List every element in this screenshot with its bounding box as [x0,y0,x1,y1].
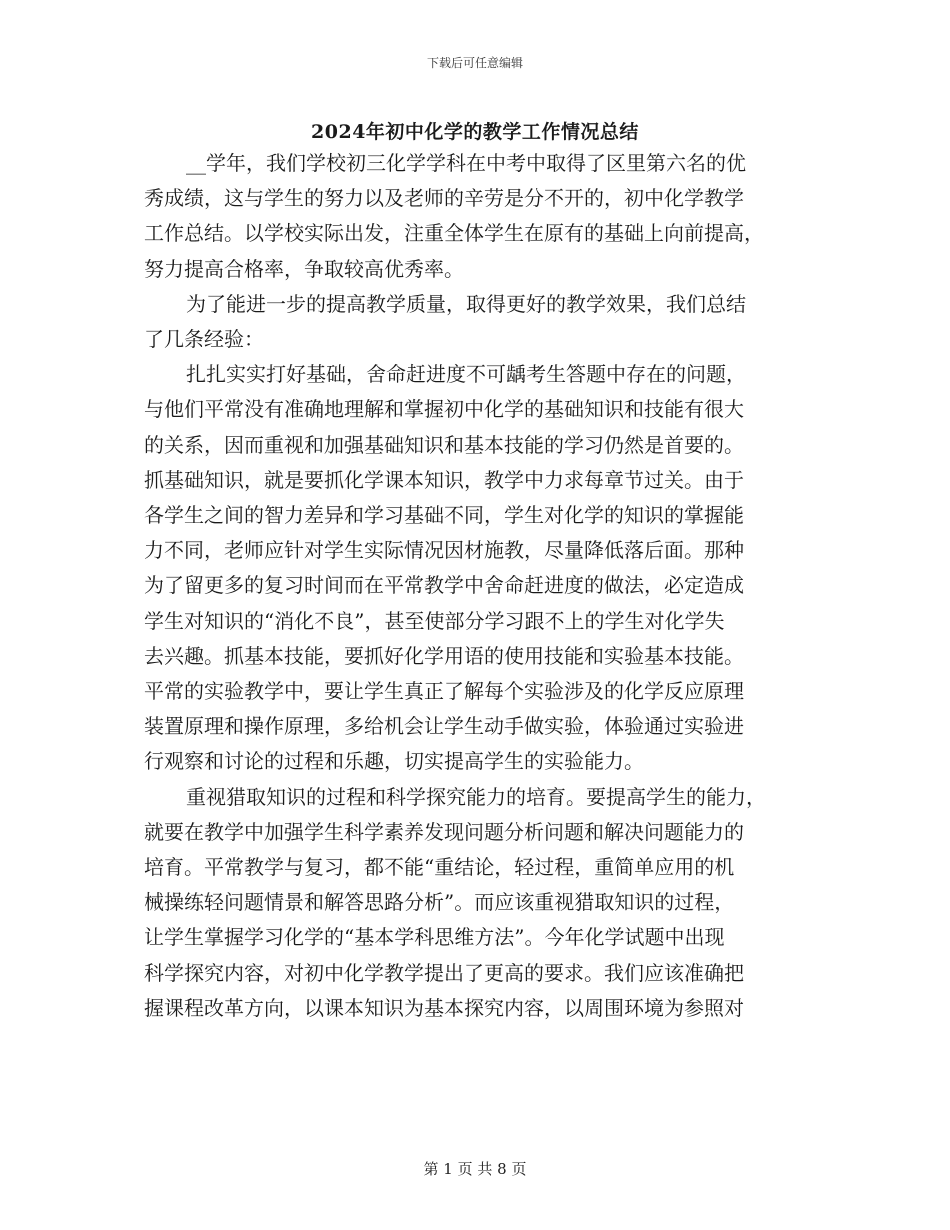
text-line: 力不同，老师应针对学生实际情况因材施教，尽量降低落后面。那种 [144,538,744,563]
text-line: 努力提高合格率，争取较高优秀率。 [144,256,464,281]
text-line: 去兴趣。抓基本技能，要抓好化学用语的使用技能和实验基本技能。 [144,643,744,668]
text-line: 械操练轻问题情景和解答思路分析”。而应该重视猎取知识的过程， [144,890,735,915]
text-line: 扎扎实实打好基础，舍命赶进度不可龋考生答题中存在的问题， [186,362,746,387]
text-line: 学生对知识的“消化不良”，甚至使部分学习跟不上的学生对化学失 [144,608,725,633]
page-number: 第 1 页 共 8 页 [423,1160,527,1178]
document-title: 2024年初中化学的教学工作情况总结 [311,121,639,143]
text-line: 与他们平常没有准确地理解和掌握初中化学的基础知识和技能有很大 [144,397,744,422]
paragraph-2 [144,287,810,357]
text-line: 重视猎取知识的过程和科学探究能力的培育。要提高学生的能力， [186,784,766,809]
paragraph-1 [144,146,810,287]
text-line: 抓基础知识，就是要抓化学课本知识，教学中力求每章节过关。由于 [144,467,744,492]
text-line: 为了留更多的复习时间而在平常教学中舍命赶进度的做法，必定造成 [144,573,744,598]
text-line: 为了能进一步的提高教学质量，取得更好的教学效果，我们总结 [186,291,746,316]
text-line: 的关系，因而重视和加强基础知识和基本技能的学习仍然是首要的。 [144,432,744,457]
text-line: 各学生之间的智力差异和学习基础不同，学生对化学的知识的掌握能 [144,503,744,528]
text-line: 培育。平常教学与复习，都不能“重结论，轻过程，重简单应用的机 [144,855,735,880]
text-line: 科学探究内容，对初中化学教学提出了更高的要求。我们应该准确把 [144,960,744,985]
text-line: 装置原理和操作原理，多给机会让学生动手做实验，体验通过实验进 [144,714,744,739]
document-body [144,146,810,1026]
text-line: 让学生掌握学习化学的“基本学科思维方法”。今年化学试题中出现 [144,925,725,950]
paragraph-3 [144,357,810,779]
text-line: __学年，我们学校初三化学学科在中考中取得了区里第六名的优 [186,151,746,175]
text-line: 握课程改革方向，以课本知识为基本探究内容，以周围环境为参照对 [144,995,744,1020]
text-line: 秀成绩，这与学生的努力以及老师的辛劳是分不开的，初中化学教学 [144,186,744,211]
header-note: 下载后可任意编辑 [426,56,523,70]
text-line: 了几条经验： [144,327,264,352]
paragraph-4 [144,780,810,1026]
text-line: 就要在教学中加强学生科学素养发现问题分析问题和解决问题能力的 [144,819,744,844]
text-line: 平常的实验教学中，要让学生真正了解每个实验涉及的化学反应原理 [144,679,744,704]
text-line: 工作总结。以学校实际出发，注重全体学生在原有的基础上向前提高， [144,221,764,246]
text-line: 行观察和讨论的过程和乐趣，切实提高学生的实验能力。 [144,749,644,774]
